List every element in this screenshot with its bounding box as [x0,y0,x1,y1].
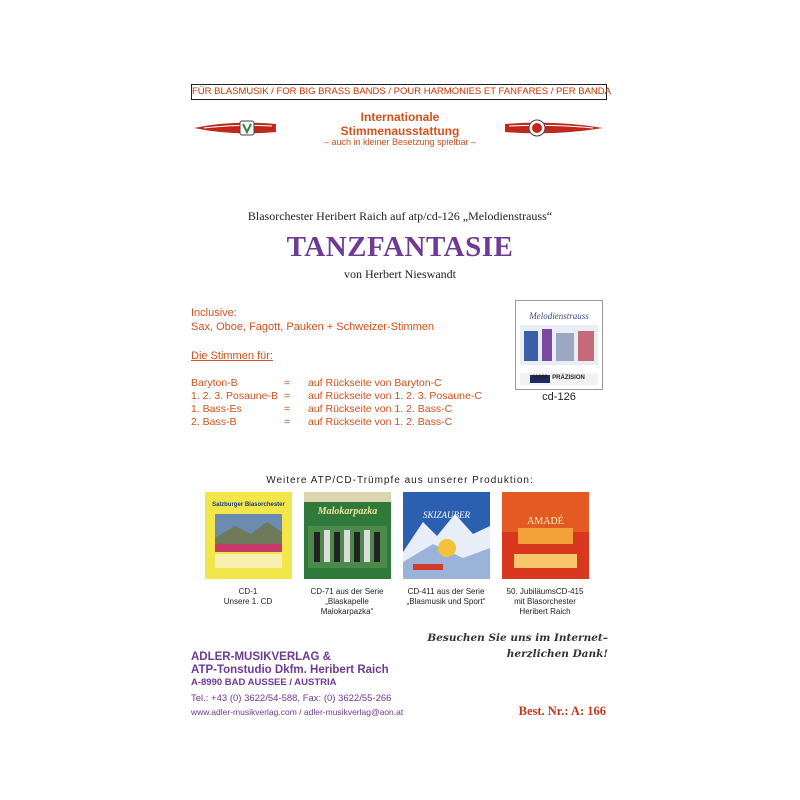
performer-line: Blasorchester Heribert Raich auf atp/cd-126 „Melodienstrauss“ [247,209,553,223]
cd-caption-line: Malokarpazka“ [320,607,374,616]
publisher-phone: Tel.: +43 (0) 3622/54-588, Fax: (0) 3622/55-266 [191,693,392,704]
main-cd-title: Melodienstrauss [529,311,589,321]
part-name: 2. Bass-B [191,416,237,428]
header-title-line1: Internationale [360,110,440,124]
header-title-line2: Stimmenausstattung [340,124,460,138]
cd-caption [292,587,402,617]
cd-cover [403,492,490,579]
cd-caption-line: „Blasmusik und Sport“ [406,597,486,606]
inclusive-items: Sax, Oboe, Fagott, Pauken + Schweizer-Stimmen [191,321,435,333]
part-equals: = [284,377,291,389]
inclusive-block [191,306,434,334]
publisher-line2: ATP-Tonstudio Dkfm. Heribert Raich [191,664,389,676]
header-title [300,110,500,138]
main-cd-cover [515,300,603,390]
part-equals: = [284,403,291,415]
part-note: auf Rückseite von 1. 2. Bass-C [308,416,453,428]
cd-cover [205,492,292,579]
cd-caption-line: Heribert Raich [519,607,571,616]
cd-caption-line: „Blaskapelle [325,597,369,606]
part-equals: = [284,416,291,428]
cd-cover-text: Salzburger Blasorchester [212,502,285,508]
cd-caption [490,587,600,617]
part-note: auf Rückseite von 1. 2. Bass-C [308,403,453,415]
visit-line2: herzlichen Dank! [506,648,608,660]
cd-caption-line: 50. JubiläumsCD-415 [506,587,584,596]
cd-caption-line: CD-411 aus der Serie [407,587,485,596]
parts-heading: Die Stimmen für: [191,350,273,362]
cd-caption-line: CD-71 aus der Serie [310,587,384,596]
cd-cover-text: Malokarpazka [317,506,378,517]
cd-cover-text: AMADÉ [527,516,564,527]
part-name: 1. 2. 3. Posaune-B [191,390,278,402]
part-name: Baryton-B [191,377,238,389]
inclusive-label: Inclusive: [191,307,237,319]
more-cds-heading: Weitere ATP/CD-Trümpfe aus unserer Produktion: [266,475,534,486]
composer-line: von Herbert Nieswandt [344,267,456,281]
cd-cover [304,492,391,579]
cd-cover-text: SKIZAUBER [423,510,470,520]
genre-banner: FÜR BLASMUSIK / FOR BIG BRASS BANDS / POUR HARMONIES ET FANFARES / PER BANDA [191,84,607,100]
part-name: 1. Bass-Es [191,403,242,415]
cd-caption-line: mit Blasorchester [514,597,576,606]
visit-message [398,630,608,662]
left-wing-logo [192,118,292,138]
cd-caption [193,587,303,607]
publisher-line1: ADLER-MUSIKVERLAG & [191,651,331,663]
cd-cover [502,492,589,579]
cd-caption [391,587,501,607]
header-subtitle: – auch in kleiner Besetzung spielbar – [323,137,477,147]
visit-line1: Besuchen Sie uns im Internet– [427,632,608,644]
part-equals: = [284,390,291,402]
cd-caption-line: CD-1 [238,587,258,596]
publisher-name [191,651,389,677]
publisher-address: A-8990 BAD AUSSEE / AUSTRIA [191,677,337,688]
piece-title: TANZFANTASIE [286,231,514,263]
main-cd-brand: HAM · PRÄZISION [533,375,585,381]
main-cd-label: cd-126 [542,391,576,403]
right-wing-logo [485,118,605,138]
order-number: Best. Nr.: A: 166 [518,704,606,718]
cd-caption-line: Unsere 1. CD [223,597,273,606]
publisher-web[interactable]: www.adler-musikverlag.com / adler-musikverlag@aon.at [191,707,404,717]
part-note: auf Rückseite von 1. 2. 3. Posaune-C [308,390,482,402]
part-note: auf Rückseite von Baryton-C [308,377,442,389]
